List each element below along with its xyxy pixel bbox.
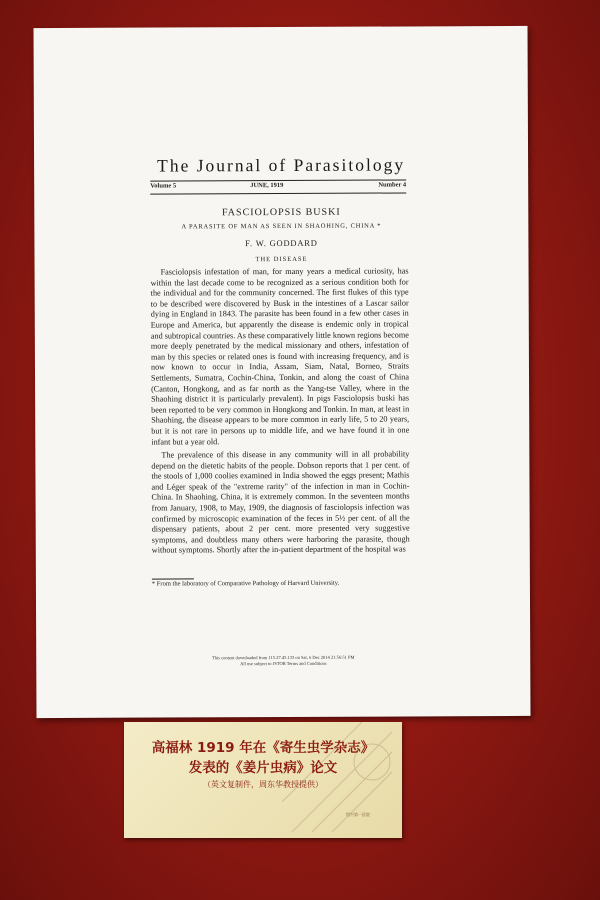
volume-label: Volume 5	[150, 182, 177, 190]
body-paragraph: Fasciolopsis infestation of man, for many years a medical curiosity, has within the last decade come to be recognized as a serious condition both for the individual and for the community concerned. The first flukes of this type to be described were discovered by Busk in the intestines of a Lascar sailor dying in England in 1843. The parasite has been found in a few other cases in Europe and America, but apparently the disease is endemic only in tropical and subtropical countries. As these comparatively little known regions become more deeply penetrated by the medical missionary and others, infestation of man by this species or related ones is found with increasing frequency, and is now known to occur in India, Assam, Siam, Natal, Borneo, Straits Settlements, Sumatra, Cochin-China, Tonkin, and along the coast of China (Canton, Hongkong, and as far north as the Yang-tse Valley, where in the Shaohing district it is particularly prevalent). In pigs Fasciolopsis buski has been reported to be very common in Hongkong and Tonkin. In man, at least in Shaohing, the disease appears to be more common in early life, 5 to 20 years, but it is not rare in persons up to middle life, and we have found it in one infant but a year old.	[150, 266, 410, 447]
caption-line-3: （英文复制件，周东华教授提供）	[203, 780, 323, 789]
journal-page	[33, 26, 530, 718]
caption-line-2: 发表的《姜片虫病》论文	[188, 760, 338, 776]
article-author: F. W. GODDARD	[245, 237, 318, 249]
article-title: FASCIOLOPSIS BUSKI	[221, 206, 341, 219]
section-heading: THE DISEASE	[255, 255, 308, 264]
issue-number: Number 4	[378, 181, 407, 189]
issue-line	[150, 181, 407, 190]
caption-card	[124, 722, 402, 838]
download-notice	[36, 654, 530, 668]
footnote: * From the laboratory of Comparative Pathology of Harvard University.	[151, 579, 340, 588]
download-line: This content downloaded from 115.27.45.133 on Sat, 6 Dec 2014 21:56:51 PM	[212, 654, 355, 661]
caption-line-1: 高福林 1919 年在《寄生虫学杂志》	[151, 740, 375, 756]
article-body	[151, 266, 410, 556]
footnote-rule	[152, 578, 194, 579]
article-subtitle: A PARASITE OF MAN AS SEEN IN SHAOHING, CHINA *	[181, 222, 382, 231]
hospital-stamp: 绍兴第一医院	[346, 812, 370, 817]
issue-date: JUNE, 1919	[250, 181, 284, 190]
terms-line: All use subject to JSTOR Terms and Conditions	[240, 660, 327, 667]
journal-title: The Journal of Parasitology	[157, 154, 406, 176]
header-rule-bottom	[150, 192, 406, 194]
body-paragraph: The prevalence of this disease in any community will in all probability depend on the dietetic habits of the people. Dobson reports that 1 per cent. of the stools of 1,000 coolies examined in India showed the eggs present; Mathis and Léger speak of the "extreme rarity" of the infection in man in Cochin-China. In Shaohing, China, it is extremely common. In the seventeen months from January, 1908, to May, 1909, the diagnosis of fasciolopsis infection was confirmed by microscopic examination of the feces in 5½ per cent. of all the dispensary patients, about 2 per cent. more presented very suggestive symptoms, and doubtless many others were harboring the parasite, though without symptoms. Shortly after the in-patient department of the hospital was	[151, 449, 410, 556]
